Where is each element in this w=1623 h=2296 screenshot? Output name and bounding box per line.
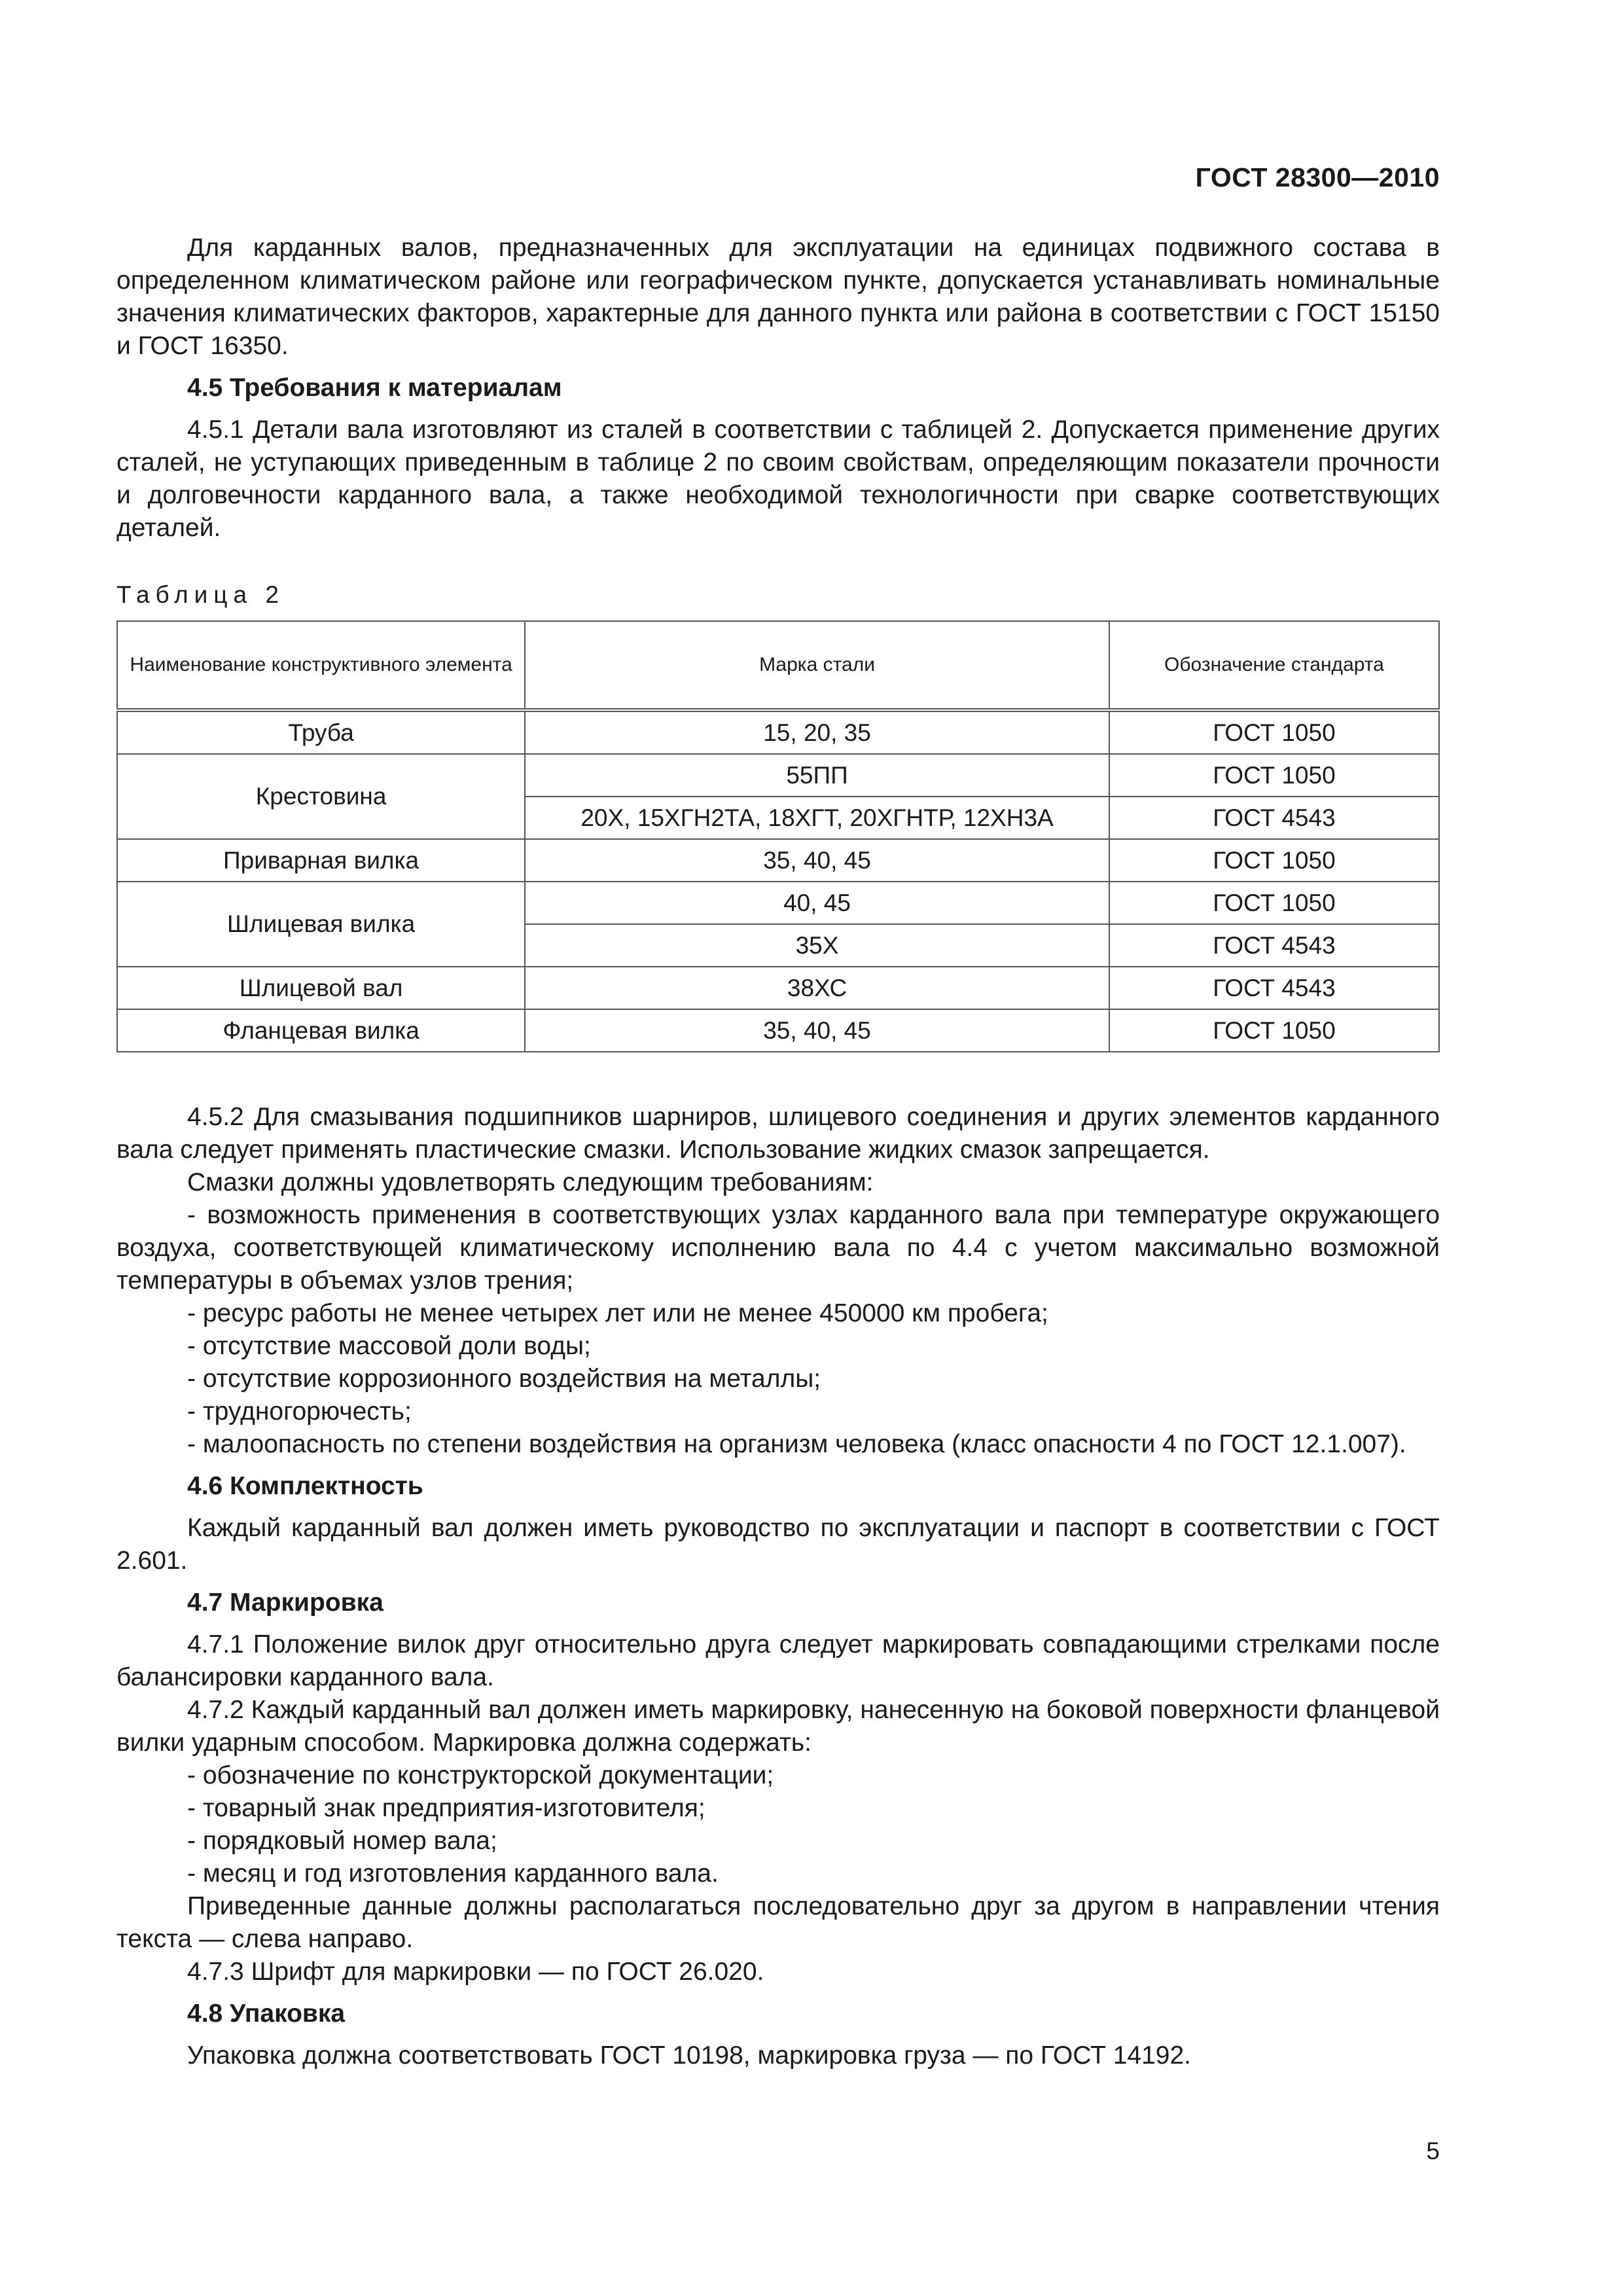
section-4-6-text: Каждый карданный вал должен иметь руководство по эксплуатации и паспорт в соответствии с ГОСТ 2.601. [116,1514,1440,1575]
header-element: Наименование конструктивного элемента [117,621,525,710]
marking-order-note: Приведенные данные должны располагаться последовательно друг за другом в направлении чтения текста — слева направо. [116,1892,1440,1953]
list-item: - трудногорючесть; [187,1397,412,1426]
lubricant-intro: Смазки должны удовлетворять следующим требованиям: [187,1168,874,1196]
cell-steel: 35, 40, 45 [525,1009,1109,1052]
paragraph-4-5-2: 4.5.2 Для смазывания подшипников шарниров, шлицевого соединения и других элементов карданного вала следует применять пластические смазки. Использование жидких смазок запрещается. [116,1103,1440,1164]
paragraph-4-7-3: 4.7.3 Шрифт для маркировки — по ГОСТ 26.020. [187,1958,764,1986]
header-standard: Обозначение стандарта [1109,621,1439,710]
list-item: - отсутствие коррозионного воздействия на металлы; [187,1365,821,1393]
cell-steel: 35, 40, 45 [525,839,1109,882]
cell-steel: 15, 20, 35 [525,710,1109,754]
cell-element: Шлицевая вилка [117,882,525,967]
cell-standard: ГОСТ 4543 [1109,924,1439,967]
table-row [117,1009,1439,1052]
section-4-8-heading: 4.8 Упаковка [187,2000,346,2028]
cell-standard: ГОСТ 1050 [1109,1009,1439,1052]
cell-element: Шлицевой вал [117,967,525,1009]
section-4-8-text: Упаковка должна соответствовать ГОСТ 10198, маркировка груза — по ГОСТ 14192. [187,2041,1192,2070]
header-steel-grade: Марка стали [525,621,1109,710]
list-item: - ресурс работы не менее четырех лет или не менее 450000 км пробега; [187,1299,1048,1327]
table-header-row [117,621,1439,710]
cell-standard: ГОСТ 4543 [1109,797,1439,839]
paragraph-4-7-1: 4.7.1 Положение вилок друг относительно друга следует маркировать совпадающими стрелками после балансировки карданного вала. [116,1630,1440,1691]
table-row [117,754,1439,797]
list-item: - отсутствие массовой доли воды; [187,1332,591,1360]
cell-standard: ГОСТ 1050 [1109,710,1439,754]
intro-paragraph: Для карданных валов, предназначенных для эксплуатации на единицах подвижного состава в определенном климатическом районе или географическом пункте, допускается устанавливать номинальные значения климатических факторов, характерные для данного пункта или района в соответствии с ГОСТ 15150 и ГОСТ 16350. [116,234,1440,360]
cell-steel: 55ПП [525,754,1109,797]
table-caption: Таблица 2 [116,581,285,608]
cell-element: Приварная вилка [117,839,525,882]
cell-steel: 35Х [525,924,1109,967]
section-4-7-heading: 4.7 Маркировка [187,1588,383,1617]
cell-standard: ГОСТ 1050 [1109,754,1439,797]
page-number: 5 [1426,2138,1440,2164]
page-content [116,232,1440,2072]
list-item: - возможность применения в соответствующих узлах карданного вала при температуре окружающего воздуха, соответствующей климатическому исполнению вала по 4.4 с учетом максимально возможной температуры в объемах узлов трения; [116,1201,1440,1295]
list-item: - обозначение по конструкторской документации; [187,1761,774,1789]
cell-standard: ГОСТ 4543 [1109,967,1439,1009]
document-code: ГОСТ 28300—2010 [1195,162,1440,192]
section-4-5-heading: 4.5 Требования к материалам [187,374,562,402]
table-row [117,967,1439,1009]
list-item: - товарный знак предприятия-изготовителя; [187,1794,705,1822]
list-item: - порядковый номер вала; [187,1827,497,1855]
list-item: - малоопасность по степени воздействия на организм человека (класс опасности 4 по ГОСТ 12.1.007). [187,1430,1406,1458]
cell-element: Крестовина [117,754,525,839]
cell-standard: ГОСТ 1050 [1109,839,1439,882]
cell-element: Труба [117,710,525,754]
table-row [117,882,1439,924]
cell-steel: 40, 45 [525,882,1109,924]
section-4-6-heading: 4.6 Комплектность [187,1472,423,1500]
table-row [117,710,1439,754]
paragraph-4-5-1: 4.5.1 Детали вала изготовляют из сталей в соответствии с таблицей 2. Допускается применение других сталей, не уступающих приведенным в таблице 2 по своим свойствам, определяющим показатели прочности и долговечности карданного вала, а также необходимой технологичности при сварке соответствующих деталей. [116,416,1440,542]
cell-steel: 20Х, 15ХГН2ТА, 18ХГТ, 20ХГНТР, 12ХН3А [525,797,1109,839]
cell-element: Фланцевая вилка [117,1009,525,1052]
table-row [117,839,1439,882]
cell-standard: ГОСТ 1050 [1109,882,1439,924]
cell-steel: 38ХС [525,967,1109,1009]
paragraph-4-7-2: 4.7.2 Каждый карданный вал должен иметь маркировку, нанесенную на боковой поверхности фланцевой вилки ударным способом. Маркировка должна содержать: [116,1696,1440,1757]
steel-grades-table [116,620,1440,1052]
list-item: - месяц и год изготовления карданного вала. [187,1859,719,1888]
